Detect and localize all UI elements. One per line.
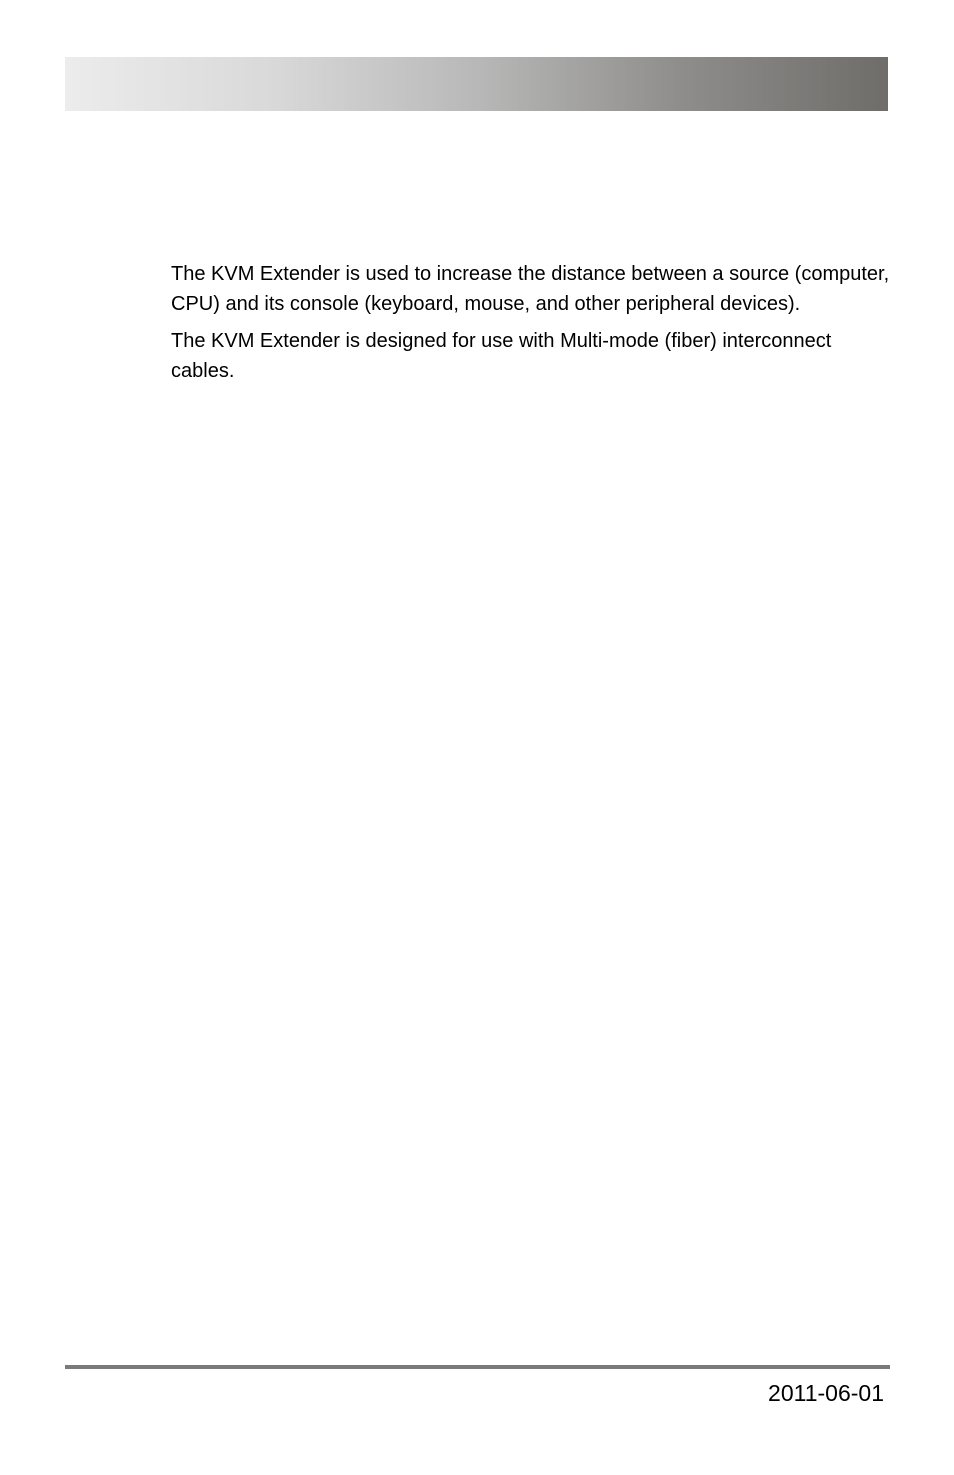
paragraph-intro: The KVM Extender is used to increase the distance between a source (computer, CPU) and its console (keyboard, mouse, and other peripheral devices). — [171, 263, 890, 315]
header-gradient-bar — [65, 57, 888, 111]
body-text — [171, 259, 891, 393]
footer-date: 2011-06-01 — [768, 1380, 884, 1406]
paragraph-cables: The KVM Extender is designed for use with Multi-mode (fiber) interconnect cables. — [171, 330, 832, 382]
footer-divider — [65, 1365, 890, 1369]
